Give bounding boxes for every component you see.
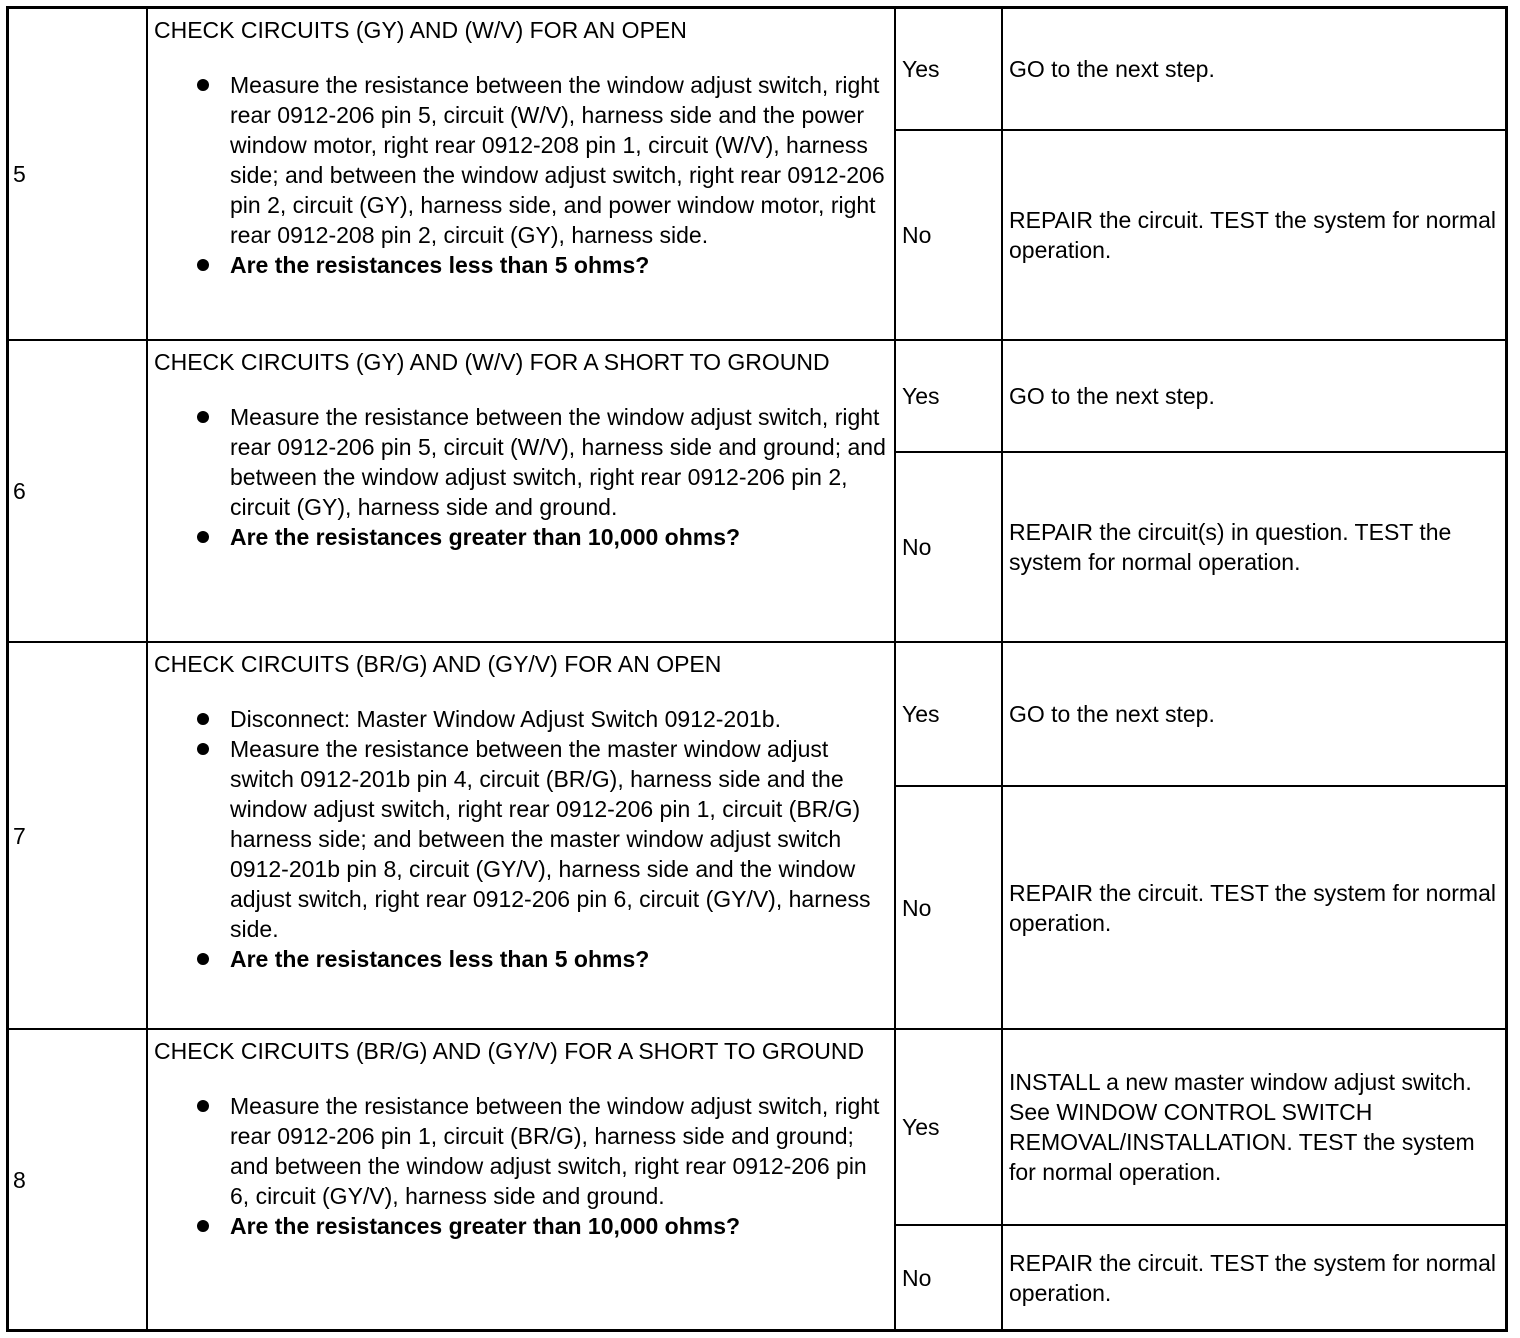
answer-no: No xyxy=(902,1264,932,1291)
action-no-cell xyxy=(1003,453,1505,641)
action-no: REPAIR the circuit. TEST the system for normal operation. xyxy=(1009,1249,1496,1306)
answer-yes: Yes xyxy=(902,701,940,727)
test-question: Are the resistances less than 5 ohms? xyxy=(154,944,888,974)
answer-no: No xyxy=(902,222,932,248)
answer-no-cell xyxy=(896,131,1003,339)
test-heading: CHECK CIRCUITS (BR/G) AND (GY/V) FOR A SHORT TO GROUND xyxy=(154,1038,865,1064)
test-cell xyxy=(148,1030,896,1329)
test-question: Are the resistances greater than 10,000 ohms? xyxy=(154,522,888,552)
test-bullets xyxy=(154,70,888,280)
test-heading: CHECK CIRCUITS (BR/G) AND (GY/V) FOR AN OPEN xyxy=(154,651,722,677)
test-bullet: Measure the resistance between the window adjust switch, right rear 0912-206 pin 5, circuit (W/V), harness side and ground; and between the window adjust switch, right rear 0912-206 pin 2, circuit (GY), harness side and ground. xyxy=(154,402,888,522)
test-bullets xyxy=(154,402,888,552)
test-bullet: Measure the resistance between the window adjust switch, right rear 0912-206 pin 5, circuit (W/V), harness side and the power window motor, right rear 0912-208 pin 1, circuit (W/V), harness side; and between the window adjust switch, right rear 0912-206 pin 2, circuit (GY), harness side, and power window motor, right rear 0912-208 pin 2, circuit (GY), harness side. xyxy=(154,70,888,250)
result-no xyxy=(896,131,1505,339)
action-no-cell xyxy=(1003,131,1505,339)
test-bullet: Measure the resistance between the master window adjust switch 0912-201b pin 4, circuit (BR/G), harness side and the window adjust switch, right rear 0912-206 pin 1, circuit (BR/G) harness side; and between the master window adjust switch 0912-201b pin 8, circuit (GY/V), harness side and the window adjust switch, right rear 0912-206 pin 6, circuit (GY/V), harness side. xyxy=(154,734,888,944)
result-yes xyxy=(896,1030,1505,1226)
action-yes: GO to the next step. xyxy=(1009,383,1215,409)
test-bullet: Disconnect: Master Window Adjust Switch 0912-201b. xyxy=(154,704,888,734)
action-yes-cell xyxy=(1003,341,1505,451)
answer-yes: Yes xyxy=(902,383,940,409)
answer-yes-cell xyxy=(896,1030,1003,1224)
action-no-cell xyxy=(1003,1226,1505,1329)
test-heading: CHECK CIRCUITS (GY) AND (W/V) FOR A SHORT TO GROUND xyxy=(154,349,830,375)
test-question: Are the resistances greater than 10,000 ohms? xyxy=(154,1211,888,1241)
action-yes: GO to the next step. xyxy=(1009,701,1215,727)
result-cell xyxy=(896,1030,1505,1329)
action-no: REPAIR the circuit. TEST the system for normal operation. xyxy=(1009,879,1496,936)
answer-no: No xyxy=(902,534,932,560)
answer-yes-cell xyxy=(896,643,1003,785)
step-number-cell xyxy=(9,643,148,1028)
step-number-cell xyxy=(9,341,148,641)
step-number: 5 xyxy=(13,161,26,187)
result-yes xyxy=(896,9,1505,131)
test-bullets xyxy=(154,704,888,974)
action-yes-cell xyxy=(1003,643,1505,785)
step-number-cell xyxy=(9,1030,148,1329)
step-number-cell xyxy=(9,9,148,339)
result-yes xyxy=(896,341,1505,453)
result-cell xyxy=(896,341,1505,641)
table-row-step-8 xyxy=(9,1030,1505,1329)
answer-no-cell xyxy=(896,787,1003,1028)
result-yes xyxy=(896,643,1505,787)
test-cell xyxy=(148,9,896,339)
table-row-step-7 xyxy=(9,643,1505,1030)
step-number: 8 xyxy=(13,1166,26,1193)
answer-yes-cell xyxy=(896,9,1003,129)
action-no: REPAIR the circuit. TEST the system for normal operation. xyxy=(1009,207,1496,263)
action-no-cell xyxy=(1003,787,1505,1028)
action-yes-cell xyxy=(1003,9,1505,129)
test-cell xyxy=(148,341,896,641)
answer-no-cell xyxy=(896,1226,1003,1329)
result-no xyxy=(896,1226,1505,1329)
action-yes-cell xyxy=(1003,1030,1505,1224)
action-yes: INSTALL a new master window adjust switch. See WINDOW CONTROL SWITCH REMOVAL/INSTALLATION. TEST the system for normal operation. xyxy=(1009,1069,1475,1185)
step-number: 6 xyxy=(13,478,26,504)
test-question: Are the resistances less than 5 ohms? xyxy=(154,250,888,280)
table-row-step-5 xyxy=(9,9,1505,341)
answer-no-cell xyxy=(896,453,1003,641)
answer-yes: Yes xyxy=(902,56,940,82)
answer-yes: Yes xyxy=(902,1114,940,1140)
table-row-step-6 xyxy=(9,341,1505,643)
result-cell xyxy=(896,643,1505,1028)
result-cell xyxy=(896,9,1505,339)
answer-no: No xyxy=(902,894,932,921)
test-cell xyxy=(148,643,896,1028)
step-number: 7 xyxy=(13,822,26,849)
test-heading: CHECK CIRCUITS (GY) AND (W/V) FOR AN OPEN xyxy=(154,17,687,43)
answer-yes-cell xyxy=(896,341,1003,451)
result-no xyxy=(896,453,1505,641)
test-bullets xyxy=(154,1091,888,1241)
test-bullet: Measure the resistance between the window adjust switch, right rear 0912-206 pin 1, circuit (BR/G), harness side and ground; and between the window adjust switch, right rear 0912-206 pin 6, circuit (GY/V), harness side and ground. xyxy=(154,1091,888,1211)
result-no xyxy=(896,787,1505,1028)
action-yes: GO to the next step. xyxy=(1009,56,1215,82)
action-no: REPAIR the circuit(s) in question. TEST the system for normal operation. xyxy=(1009,519,1452,575)
diagnostic-table xyxy=(6,6,1508,1332)
